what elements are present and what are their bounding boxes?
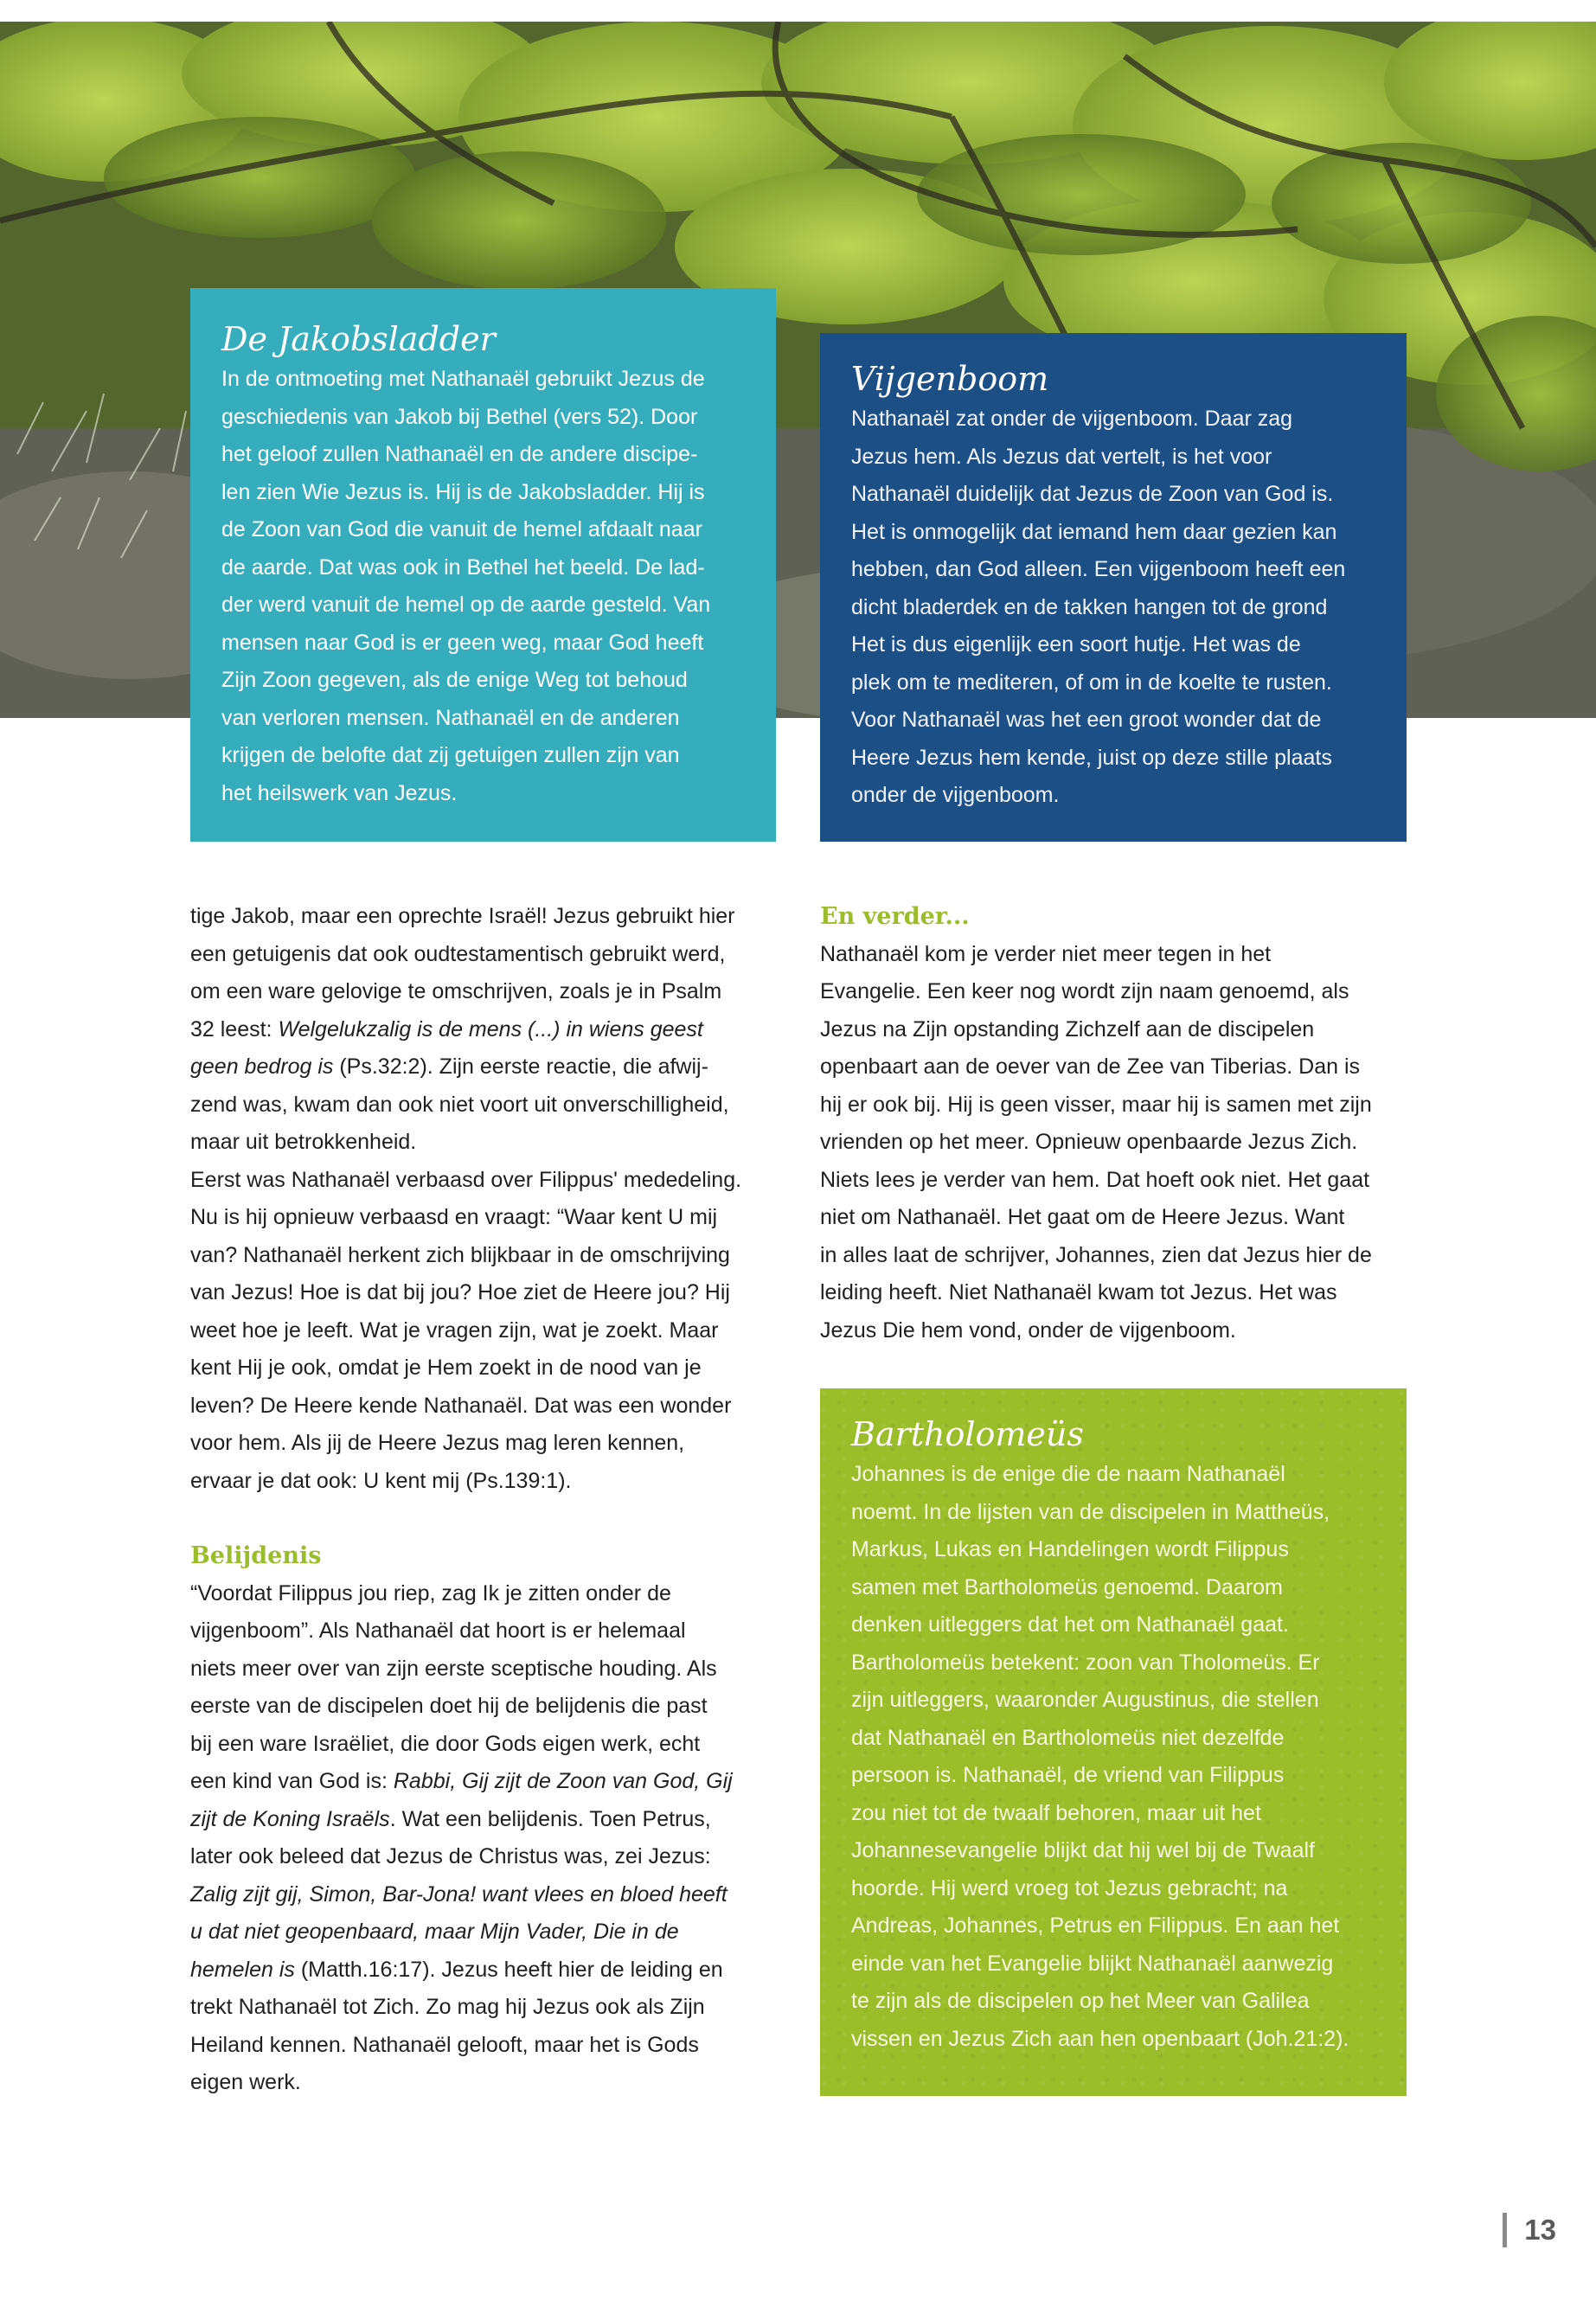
body-line: openbaart aan de oever van de Zee van Tiberias. Dan is [820,1054,1361,1079]
page-number: 13 [1503,2213,1556,2247]
jakobsladder-line: van verloren mensen. Nathanaël en de anderen [221,705,680,730]
body-line: weet hoe je leeft. Wat je vragen zijn, wat je zoekt. Maar [190,1317,719,1343]
en-verder-heading: En verder... [820,903,970,930]
jakobsladder-line: Zijn Zoon gegeven, als de enige Weg tot behoud [221,668,688,692]
body-text: 32 leest: [190,1016,279,1042]
bartholomeus-line: Johannesevangelie blijkt dat hij wel bij de Twaalf [851,1838,1315,1862]
body-text: (Ps.32:2). Zijn eerste reactie, die afwij- [333,1054,708,1079]
vijgenboom-line: plek om te mediteren, of om in de koelte te rusten. [851,670,1332,695]
vijgenboom-line: Jezus hem. Als Jezus dat vertelt, is het voor [851,444,1272,469]
bartholomeus-line: vissen en Jezus Zich aan hen openbaart (Joh.21:2). [851,2026,1349,2051]
body-line [190,1913,787,1952]
jakobsladder-line: geschiedenis van Jakob bij Bethel (vers 52). Door [221,404,698,429]
body-line: vrienden op het meer. Opnieuw openbaarde Jezus Zich. [820,1130,1358,1154]
vijgenboom-line: dicht bladerdek en de takken hangen tot de grond [851,594,1328,619]
vijgenboom-line: onder de vijgenboom. [851,783,1060,807]
bartholomeus-line: Andreas, Johannes, Petrus en Filippus. En aan het [851,1913,1340,1938]
scripture-quote: u dat niet geopenbaard, maar Mijn Vader, Die in de [190,1920,679,1944]
bartholomeus-box [820,1388,1407,2096]
bartholomeus-line: Bartholomeüs betekent: zoon van Tholomeüs. Er [851,1650,1320,1675]
bartholomeus-line: Markus, Lukas en Handelingen wordt Filippus [851,1537,1289,1561]
bartholomeus-line: samen met Bartholomeüs genoemd. Daarom [851,1574,1283,1599]
body-line: Jezus na Zijn opstanding Zichzelf aan de discipelen [820,1016,1315,1042]
vijgenboom-box [820,333,1407,842]
jakobsladder-box [190,288,776,842]
vijgenboom-line: hebben, dan God alleen. Een vijgenboom heeft een [851,557,1346,581]
bartholomeus-line: einde van het Evangelie blijkt Nathanaël aanwezig [851,1951,1334,1976]
body-line: trekt Nathanaël tot Zich. Zo mag hij Jezus ook als Zijn [190,1995,705,2019]
body-line: leven? De Heere kende Nathanaël. Dat was een wonder [190,1393,732,1418]
body-line: Jezus Die hem vond, onder de vijgenboom. [820,1317,1236,1343]
jakobsladder-line: krijgen de belofte dat zij getuigen zullen zijn van [221,743,680,767]
vijgenboom-line: Het is onmogelijk dat iemand hem daar gezien kan [851,519,1337,544]
body-line: maar uit betrokkenheid. [190,1130,417,1154]
vijgenboom-line: Heere Jezus hem kende, juist op deze stille plaats [851,745,1332,770]
vijgenboom-title: Vijgenboom [851,360,1049,398]
jakobsladder-line: der werd vanuit de hemel op de aarde gesteld. Van [221,593,711,617]
body-line: in alles laat de schrijver, Johannes, zien dat Jezus hier de [820,1242,1372,1267]
body-text: (Matth.16:17). Jezus heeft hier de leiding en [294,1957,723,1982]
bartholomeus-line: zijn uitleggers, waaronder Augustinus, die stellen [851,1688,1319,1712]
body-line [190,1952,787,1990]
body-line: tige Jakob, maar een oprechte Israël! Jezus gebruikt hier [190,904,735,928]
bartholomeus-line: zou niet tot de twaalf behoren, maar uit het [851,1800,1261,1825]
body-line: om een ware gelovige te omschrijven, zoals je in Psalm [190,979,722,1003]
bartholomeus-line: noemt. In de lijsten van de discipelen in Mattheüs, [851,1499,1330,1524]
body-line: “Voordat Filippus jou riep, zag Ik je zitten onder de [190,1580,671,1606]
vijgenboom-line: Het is dus eigenlijk een soort hutje. Het was de [851,632,1301,657]
body-line: leiding heeft. Niet Nathanaël kwam tot Jezus. Het was [820,1280,1337,1304]
scripture-quote: Zalig zijt gij, Simon, Bar-Jona! want vlees en bloed heeft [190,1881,727,1907]
jakobsladder-line: het heilswerk van Jezus. [221,780,458,805]
belijdenis-heading: Belijdenis [190,1542,322,1569]
body-line: later ook beleed dat Jezus de Christus was, zei Jezus: [190,1844,711,1868]
body-line: eigen werk. [190,2070,301,2094]
body-line: van Jezus! Hoe is dat bij jou? Hoe ziet de Heere jou? Hij [190,1280,730,1304]
body-text: . Wat een belijdenis. Toen Petrus, [389,1806,711,1831]
body-line: bij een ware Israëliet, die door Gods eigen werk, echt [190,1731,701,1756]
vijgenboom-line: Voor Nathanaël was het een groot wonder dat de [851,708,1322,732]
scripture-quote: hemelen is [190,1957,295,1982]
right-column [820,898,1408,1349]
body-line: ervaar je dat ook: U kent mij (Ps.139:1). [190,1468,572,1493]
jakobsladder-line: In de ontmoeting met Nathanaël gebruikt Jezus de [221,367,705,391]
body-line: kent Hij je ook, omdat je Hem zoekt in de nood van je [190,1356,702,1380]
body-line [190,1876,787,1914]
body-line: Nathanaël kom je verder niet meer tegen in het [820,941,1272,966]
body-line: Niets lees je verder van hem. Dat hoeft ook niet. Het gaat [820,1167,1370,1192]
scripture-quote: Rabbi, Gij zijt de Zoon van God, Gij [393,1769,733,1793]
left-column [190,898,787,2102]
body-text: een kind van God is: [190,1769,394,1793]
bartholomeus-title: Bartholomeüs [851,1415,1084,1453]
body-line: zend was, kwam dan ook niet voort uit onverschilligheid, [190,1092,729,1117]
body-line [190,1048,787,1086]
body-line [190,1011,787,1049]
jakobsladder-line: het geloof zullen Nathanaël en de andere discipe- [221,442,698,466]
body-line [190,1763,787,1801]
body-line [190,1801,787,1839]
bartholomeus-line: dat Nathanaël en Bartholomeüs niet dezelfde [851,1725,1285,1750]
body-line: Nu is hij opnieuw verbaasd en vraagt: “Waar kent U mij [190,1205,718,1229]
bartholomeus-line: denken uitleggers dat het om Nathanaël gaat. [851,1612,1289,1637]
jakobsladder-line: mensen naar God is er geen weg, maar God heeft [221,630,704,655]
jakobsladder-line: len zien Wie Jezus is. Hij is de Jakobsladder. Hij is [221,479,705,504]
body-line: hij er ook bij. Hij is geen visser, maar hij is samen met zijn [820,1092,1372,1117]
body-line: van? Nathanaël herkent zich blijkbaar in de omschrijving [190,1242,730,1267]
bartholomeus-line: te zijn als de discipelen op het Meer van Galilea [851,1989,1310,2013]
jakobsladder-line: de Zoon van God die vanuit de hemel afdaalt naar [221,517,702,542]
bartholomeus-line: persoon is. Nathanaël, de vriend van Filippus [851,1763,1285,1787]
bartholomeus-line: Johannes is de enige die de naam Nathanaël [851,1462,1285,1486]
jakobsladder-line: de aarde. Dat was ook in Bethel het beeld. De lad- [221,554,705,580]
body-line: Evangelie. Een keer nog wordt zijn naam genoemd, als [820,979,1349,1003]
bartholomeus-line: hoorde. Hij werd vroeg tot Jezus gebracht; na [851,1875,1288,1900]
body-line: een getuigenis dat ook oudtestamentisch gebruikt werd, [190,941,726,966]
psalm-quote: Welgelukzalig is de mens (...) in wiens geest [278,1016,703,1042]
jakobsladder-title: De Jakobsladder [221,320,496,358]
vijgenboom-line: Nathanaël duidelijk dat Jezus de Zoon van God is. [851,482,1334,506]
body-line: Heiland kennen. Nathanaël gelooft, maar het is Gods [190,2032,699,2057]
scripture-quote: zijt de Koning Israëls [190,1806,390,1831]
body-line: Eerst was Nathanaël verbaasd over Filippus' mededeling. [190,1167,742,1192]
body-line: vijgenboom”. Als Nathanaël dat hoort is er helemaal [190,1618,686,1643]
body-line: niet om Nathanaël. Het gaat om de Heere Jezus. Want [820,1205,1345,1229]
vijgenboom-line: Nathanaël zat onder de vijgenboom. Daar zag [851,407,1293,431]
body-line: voor hem. Als jij de Heere Jezus mag leren kennen, [190,1431,685,1455]
psalm-quote: geen bedrog is [190,1054,334,1079]
paragraph-gap [190,1500,787,1537]
body-line: eerste van de discipelen doet hij de belijdenis die past [190,1694,708,1718]
body-line: niets meer over van zijn eerste sceptische houding. Als [190,1656,717,1681]
